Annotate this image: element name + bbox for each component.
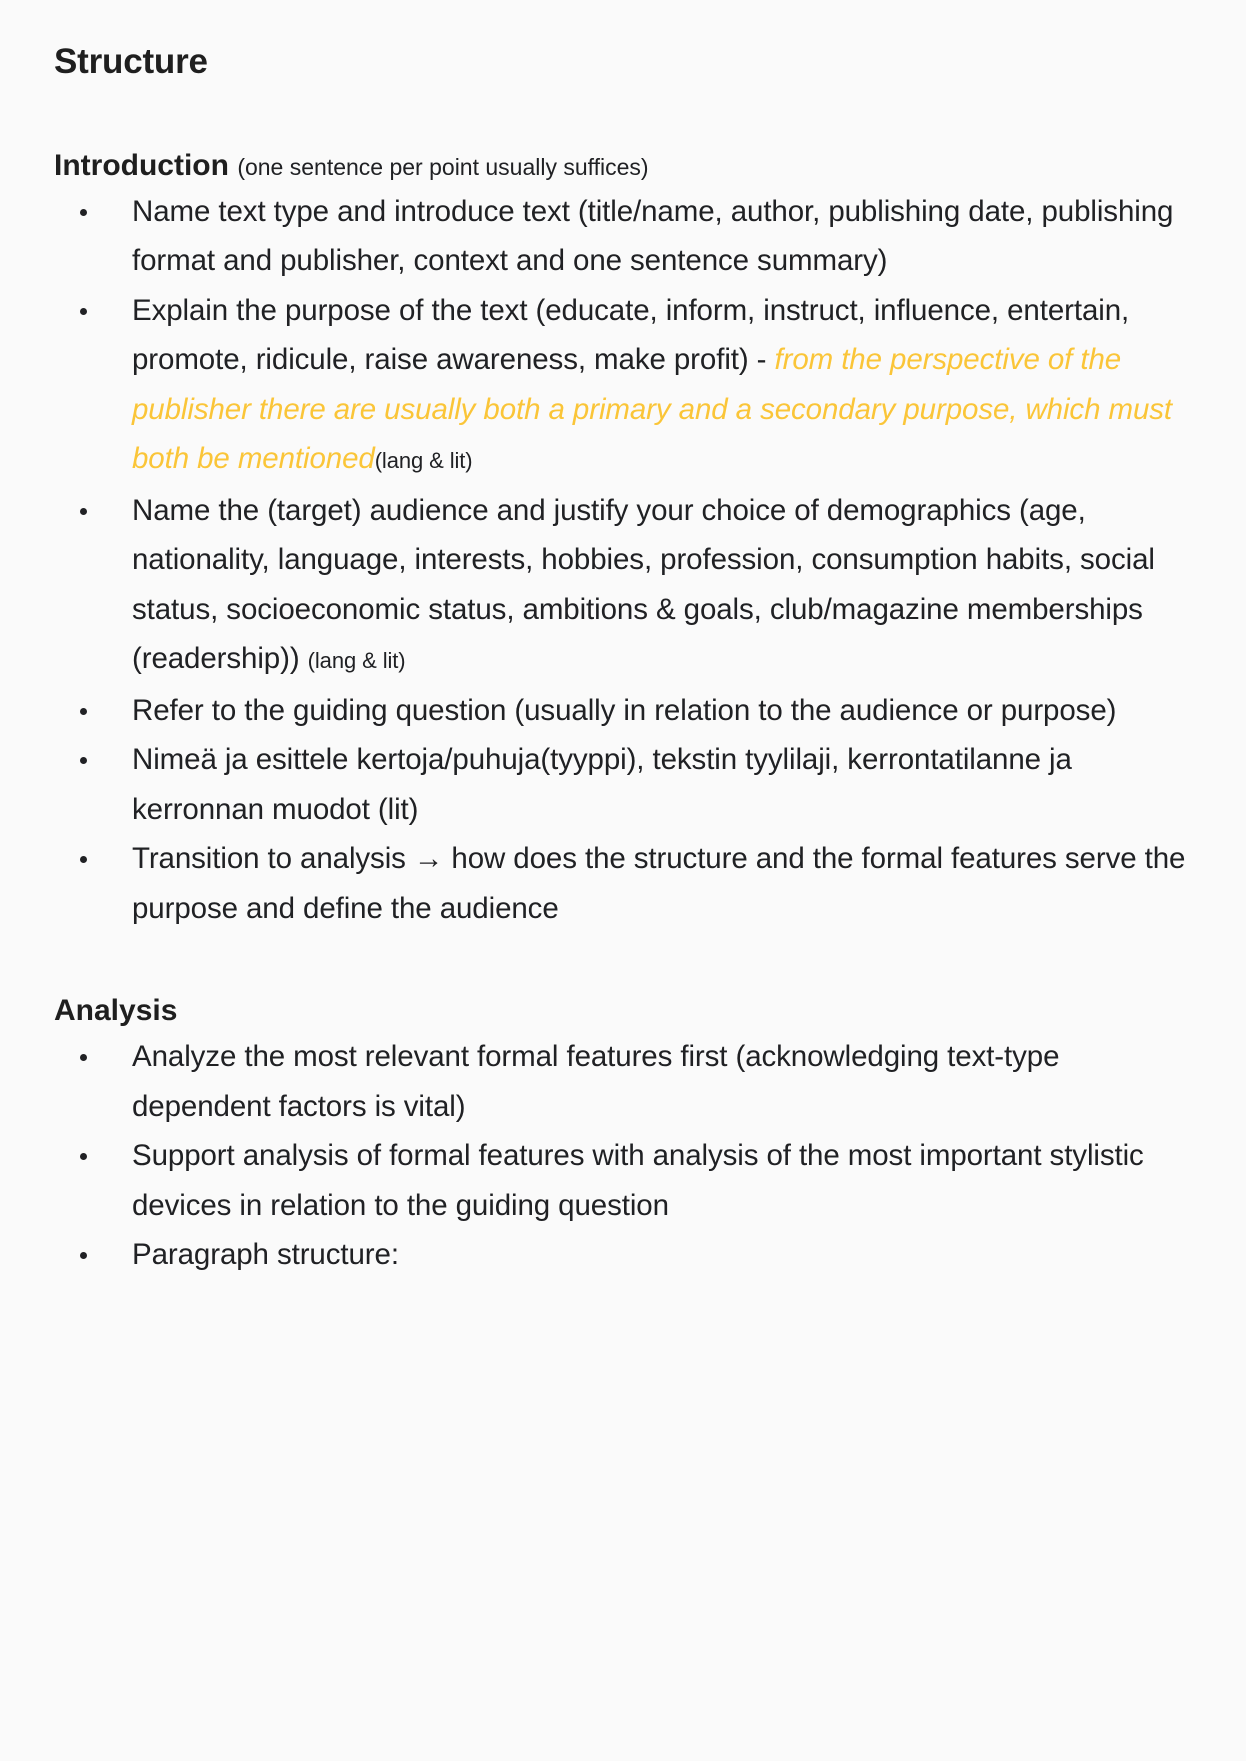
section-analysis bbox=[54, 991, 1192, 1280]
list-item bbox=[54, 1230, 1192, 1280]
bullet-text: Support analysis of formal features with analysis of the most important stylistic devices in relation to the guiding question bbox=[132, 1139, 1144, 1222]
introduction-bullet-list bbox=[54, 187, 1192, 934]
bullet-text: Transition to analysis → how does the structure and the formal features serve the purpose and define the audience bbox=[132, 842, 1186, 925]
bullet-text: Paragraph structure: bbox=[132, 1238, 399, 1272]
list-item bbox=[54, 834, 1192, 933]
bullet-text: Explain the purpose of the text (educate, inform, instruct, influence, entertain, promote, ridicule, raise awareness, make profit) - bbox=[132, 293, 1130, 377]
section-introduction bbox=[54, 146, 1192, 934]
bullet-text: Name text type and introduce text (title/name, author, publishing date, publishing format and publisher, context and one sentence summary) bbox=[132, 194, 1174, 278]
list-item bbox=[54, 735, 1192, 834]
list-item bbox=[54, 1032, 1192, 1131]
section-heading-text: Analysis bbox=[54, 994, 178, 1028]
section-heading-note: (one sentence per point usually suffices) bbox=[237, 153, 649, 180]
list-item bbox=[54, 686, 1192, 736]
bullet-text: Refer to the guiding question (usually in relation to the audience or purpose) bbox=[132, 693, 1117, 727]
list-item bbox=[54, 1131, 1192, 1230]
list-item bbox=[54, 187, 1192, 286]
bullet-note: (lang & lit) bbox=[374, 448, 473, 474]
section-heading-introduction bbox=[54, 146, 1192, 185]
bullet-note: (lang & lit) bbox=[307, 648, 406, 674]
title-spacer bbox=[54, 84, 1192, 146]
page-title: Structure bbox=[54, 42, 208, 81]
section-spacer bbox=[54, 933, 1192, 991]
bullet-highlight-text: from the perspective of the publisher there are usually both a primary and a secondary purpose, which must both be mentioned bbox=[132, 343, 1173, 476]
bullet-text: Analyze the most relevant formal features first (acknowledging text-type dependent factors is vital) bbox=[132, 1040, 1060, 1123]
list-item bbox=[54, 486, 1192, 686]
section-heading-analysis bbox=[54, 991, 1192, 1030]
list-item bbox=[54, 286, 1192, 486]
bullet-text: Nimeä ja esittele kertoja/puhuja(tyyppi), tekstin tyylilaji, kerrontatilanne ja kerronnan muodot (lit) bbox=[132, 743, 1072, 826]
analysis-bullet-list bbox=[54, 1032, 1192, 1280]
section-heading-text: Introduction bbox=[54, 148, 229, 182]
bullet-text: Name the (target) audience and justify your choice of demographics (age, nationality, language, interests, hobbies, profession, consumption habits, social status, socioeconomic status, ambitions & goals, club/magazine memberships (readership)) bbox=[132, 493, 1155, 676]
